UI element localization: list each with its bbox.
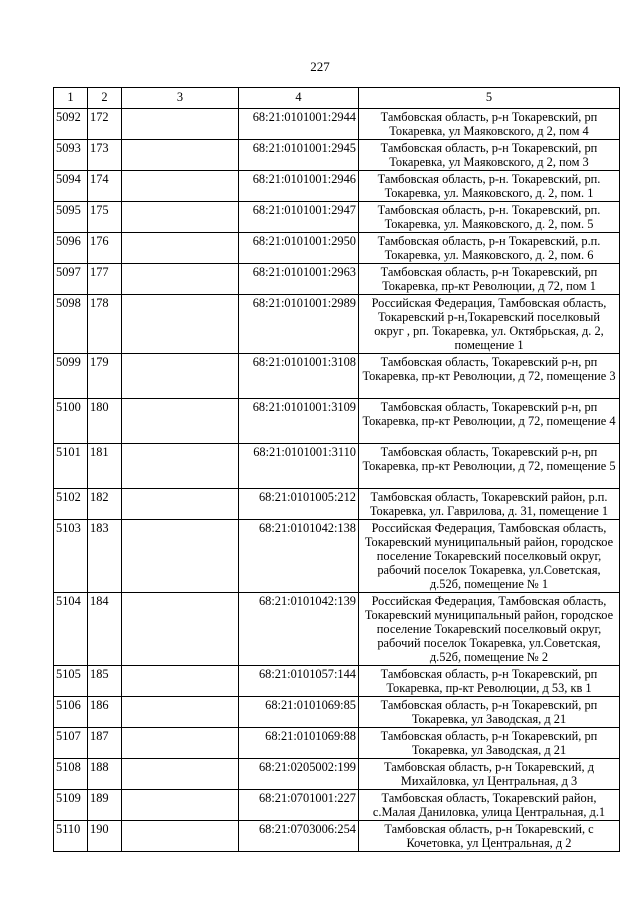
cadastral-number-cell: 68:21:0101001:2963 (239, 264, 359, 295)
table-row (54, 295, 620, 354)
address-line: Кочетовка, ул Центральная, д 2 (406, 836, 572, 850)
row-number-cell: 5109 (54, 790, 88, 821)
empty-cell (122, 295, 239, 354)
item-number-cell: 186 (88, 697, 122, 728)
address-line: Тамбовская область, р-н Токаревский, рп (380, 265, 598, 279)
address-line: Токаревка, ул. Маяковского, д. 2, пом. 1 (384, 186, 594, 200)
address-line: Токаревка, ул Маяковского, д 2, пом 3 (389, 155, 589, 169)
cadastral-number-cell: 68:21:0101001:2950 (239, 233, 359, 264)
row-number-cell: 5102 (54, 489, 88, 520)
row-number-cell: 5095 (54, 202, 88, 233)
cadastral-number-cell: 68:21:0101057:144 (239, 666, 359, 697)
address-line: Тамбовская область, Токаревский р-н, рп (380, 400, 598, 414)
address-cell (359, 790, 620, 821)
address-line: д.52б, помещение № 1 (429, 577, 549, 591)
row-number-cell: 5096 (54, 233, 88, 264)
empty-cell (122, 728, 239, 759)
address-line: Токаревка, пр-кт Революции, д 72, помещение 3 (362, 369, 616, 383)
empty-cell (122, 821, 239, 852)
cadastral-number-cell: 68:21:0101001:2945 (239, 140, 359, 171)
empty-cell (122, 697, 239, 728)
row-number-cell: 5110 (54, 821, 88, 852)
table-row (54, 444, 620, 489)
address-line: Токаревка, ул. Маяковского, д. 2, пом. 6 (384, 248, 594, 262)
table-header-row (54, 88, 620, 109)
cadastral-number-cell: 68:21:0101042:139 (239, 593, 359, 666)
address-line: Российская Федерация, Тамбовская область, (371, 594, 607, 608)
empty-cell (122, 759, 239, 790)
address-line: Тамбовская область, р-н Токаревский, рп (380, 110, 598, 124)
cadastral-number-cell: 68:21:0703006:254 (239, 821, 359, 852)
address-line: Тамбовская область, р-н Токаревский, рп (380, 729, 598, 743)
cadastral-number-cell: 68:21:0101001:2989 (239, 295, 359, 354)
address-line: Токаревка, ул. Маяковского, д. 2, пом. 5 (384, 217, 594, 231)
address-line: Тамбовская область, р-н Токаревский, р.п. (377, 234, 601, 248)
cadastral-number-cell: 68:21:0101001:3110 (239, 444, 359, 489)
address-cell (359, 354, 620, 399)
cadastral-number-cell: 68:21:0101001:2947 (239, 202, 359, 233)
row-number-cell: 5093 (54, 140, 88, 171)
address-line: Токаревка, ул Заводская, д 21 (411, 712, 567, 726)
table-row (54, 728, 620, 759)
address-line: Тамбовская область, Токаревский р-н, рп (380, 355, 598, 369)
address-cell (359, 697, 620, 728)
table-row (54, 109, 620, 140)
address-line: Тамбовская область, р-н Токаревский, рп (380, 141, 598, 155)
cadastral-number-cell: 68:21:0205002:199 (239, 759, 359, 790)
address-line: Российская Федерация, Тамбовская область, (371, 521, 607, 535)
empty-cell (122, 593, 239, 666)
cadastral-number-cell: 68:21:0701001:227 (239, 790, 359, 821)
empty-cell (122, 444, 239, 489)
empty-cell (122, 109, 239, 140)
row-number-cell: 5100 (54, 399, 88, 444)
table-row (54, 354, 620, 399)
empty-cell (122, 489, 239, 520)
row-number-cell: 5092 (54, 109, 88, 140)
address-line: поселение Токаревский поселковый округ, (376, 622, 602, 636)
row-number-cell: 5107 (54, 728, 88, 759)
table-row (54, 140, 620, 171)
address-line: округ , рп. Токаревка, ул. Октябрьская, д. 2, (374, 324, 604, 338)
address-cell (359, 759, 620, 790)
item-number-cell: 179 (88, 354, 122, 399)
row-number-cell: 5098 (54, 295, 88, 354)
address-line: Михайловка, ул Центральная, д 3 (400, 774, 578, 788)
table-row (54, 520, 620, 593)
address-line: Токаревский муниципальный район, городское (364, 535, 614, 549)
cadastral-number-cell: 68:21:0101069:88 (239, 728, 359, 759)
item-number-cell: 187 (88, 728, 122, 759)
table-row (54, 666, 620, 697)
row-number-cell: 5104 (54, 593, 88, 666)
row-number-cell: 5094 (54, 171, 88, 202)
address-cell (359, 821, 620, 852)
column-header-4: 4 (239, 88, 359, 109)
address-line: Российская Федерация, Тамбовская область, (371, 296, 607, 310)
address-line: Токаревский р-н,Токаревский поселковый (378, 310, 600, 324)
address-cell (359, 489, 620, 520)
address-line: Тамбовская область, Токаревский район, (381, 791, 597, 805)
empty-cell (122, 233, 239, 264)
address-cell (359, 171, 620, 202)
item-number-cell: 180 (88, 399, 122, 444)
item-number-cell: 184 (88, 593, 122, 666)
address-line: Токаревский муниципальный район, городское (364, 608, 614, 622)
empty-cell (122, 354, 239, 399)
empty-cell (122, 140, 239, 171)
address-line: Тамбовская область, р-н Токаревский, рп (380, 698, 598, 712)
address-cell (359, 109, 620, 140)
table-body (54, 109, 620, 852)
item-number-cell: 178 (88, 295, 122, 354)
cadastral-number-cell: 68:21:0101042:138 (239, 520, 359, 593)
item-number-cell: 175 (88, 202, 122, 233)
address-cell (359, 233, 620, 264)
item-number-cell: 183 (88, 520, 122, 593)
table-row (54, 202, 620, 233)
address-cell (359, 728, 620, 759)
address-line: Тамбовская область, р-н Токаревский, с (384, 822, 594, 836)
address-line (361, 473, 617, 487)
item-number-cell: 185 (88, 666, 122, 697)
address-line: Тамбовская область, р-н. Токаревский, рп. (377, 172, 601, 186)
address-line: помещение 1 (454, 338, 524, 352)
row-number-cell: 5103 (54, 520, 88, 593)
row-number-cell: 5106 (54, 697, 88, 728)
row-number-cell: 5101 (54, 444, 88, 489)
column-header-2: 2 (88, 88, 122, 109)
address-cell (359, 399, 620, 444)
table-row (54, 697, 620, 728)
cadastral-number-cell: 68:21:0101001:2946 (239, 171, 359, 202)
address-line: Токаревка, пр-кт Революции, д 72, помещение 5 (362, 459, 616, 473)
page-number: 227 (310, 59, 330, 74)
cadastral-number-cell: 68:21:0101001:3109 (239, 399, 359, 444)
address-cell (359, 295, 620, 354)
column-header-3: 3 (122, 88, 239, 109)
table-row (54, 171, 620, 202)
address-cell (359, 202, 620, 233)
cadastral-number-cell: 68:21:0101069:85 (239, 697, 359, 728)
item-number-cell: 174 (88, 171, 122, 202)
address-line: Тамбовская область, Токаревский р-н, рп (380, 445, 598, 459)
row-number-cell: 5097 (54, 264, 88, 295)
address-line: Токаревка, ул Заводская, д 21 (411, 743, 567, 757)
empty-cell (122, 520, 239, 593)
table-row (54, 399, 620, 444)
address-line: рабочий поселок Токаревка, ул.Советская, (377, 636, 601, 650)
table-row (54, 264, 620, 295)
address-line: Тамбовская область, р-н. Токаревский, рп. (377, 203, 601, 217)
row-number-cell: 5099 (54, 354, 88, 399)
item-number-cell: 189 (88, 790, 122, 821)
empty-cell (122, 666, 239, 697)
item-number-cell: 182 (88, 489, 122, 520)
address-line (361, 383, 617, 397)
address-line: Тамбовская область, р-н Токаревский, д (383, 760, 595, 774)
item-number-cell: 190 (88, 821, 122, 852)
address-line: Тамбовская область, р-н Токаревский, рп (380, 667, 598, 681)
address-line: Токаревка, пр-кт Революции, д 72, пом 1 (382, 279, 596, 293)
column-header-5: 5 (359, 88, 620, 109)
registry-table (53, 87, 620, 852)
address-cell (359, 666, 620, 697)
empty-cell (122, 790, 239, 821)
address-line: д.52б, помещение № 2 (429, 650, 549, 664)
item-number-cell: 181 (88, 444, 122, 489)
table-row (54, 821, 620, 852)
empty-cell (122, 264, 239, 295)
item-number-cell: 177 (88, 264, 122, 295)
address-line: Токаревка, пр-кт Революции, д 53, кв 1 (386, 681, 592, 695)
empty-cell (122, 202, 239, 233)
address-cell (359, 140, 620, 171)
empty-cell (122, 171, 239, 202)
row-number-cell: 5108 (54, 759, 88, 790)
item-number-cell: 188 (88, 759, 122, 790)
item-number-cell: 176 (88, 233, 122, 264)
address-line: рабочий поселок Токаревка, ул.Советская, (377, 563, 601, 577)
address-cell (359, 520, 620, 593)
address-line: Токаревка, пр-кт Революции, д 72, помещение 4 (362, 414, 616, 428)
address-line: поселение Токаревский поселковый округ, (376, 549, 602, 563)
column-header-1: 1 (54, 88, 88, 109)
table-row (54, 759, 620, 790)
address-line: Токаревка, ул. Гаврилова, д. 31, помещение 1 (369, 504, 609, 518)
address-cell (359, 444, 620, 489)
address-line (361, 428, 617, 442)
row-number-cell: 5105 (54, 666, 88, 697)
address-line: Токаревка, ул Маяковского, д 2, пом 4 (389, 124, 589, 138)
item-number-cell: 172 (88, 109, 122, 140)
address-cell (359, 264, 620, 295)
cadastral-number-cell: 68:21:0101001:2944 (239, 109, 359, 140)
address-cell (359, 593, 620, 666)
cadastral-number-cell: 68:21:0101001:3108 (239, 354, 359, 399)
address-line: с.Малая Даниловка, улица Центральная, д.1 (372, 805, 606, 819)
cadastral-number-cell: 68:21:0101005:212 (239, 489, 359, 520)
item-number-cell: 173 (88, 140, 122, 171)
empty-cell (122, 399, 239, 444)
table-row (54, 233, 620, 264)
table-row (54, 489, 620, 520)
table-row (54, 790, 620, 821)
table-row (54, 593, 620, 666)
address-line: Тамбовская область, Токаревский район, р.п. (370, 490, 608, 504)
